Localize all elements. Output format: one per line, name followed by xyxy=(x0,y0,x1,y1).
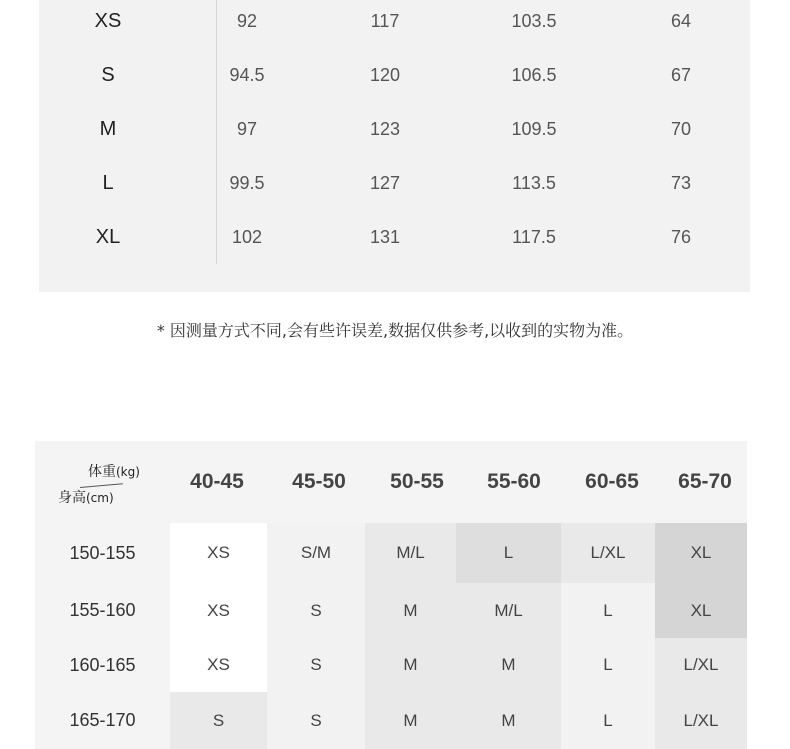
weight-unit: (kg) xyxy=(116,465,140,479)
weight-range-header: 45-50 xyxy=(292,470,346,493)
recommended-size-cell: S/M xyxy=(267,523,365,583)
measure-value: 120 xyxy=(369,65,401,85)
recommended-size-cell: XL xyxy=(655,523,747,583)
weight-range-header: 60-65 xyxy=(585,470,639,493)
measure-value: 131 xyxy=(369,227,401,247)
height-range-label: 160-165 xyxy=(35,638,170,692)
recommended-size-cell: L/XL xyxy=(561,523,655,583)
measure-value: 109.5 xyxy=(511,119,557,139)
measure-value: 94.5 xyxy=(229,65,265,85)
measure-value: 123 xyxy=(369,119,401,139)
recommended-size-cell: S xyxy=(170,692,267,749)
weight-axis-label xyxy=(88,461,140,481)
size-row-l xyxy=(39,162,750,216)
recommended-size-cell: XS xyxy=(170,583,267,638)
weight-range-header: 40-45 xyxy=(190,470,244,493)
recommended-size-cell: L xyxy=(561,692,655,749)
measure-value: 92 xyxy=(236,11,258,31)
weight-range-header: 55-60 xyxy=(487,470,541,493)
measurement-disclaimer: * 因测量方式不同,会有些许误差,数据仅供参考,以收到的实物为准。 xyxy=(156,321,634,340)
recommended-size-cell: L/XL xyxy=(655,638,747,692)
measure-value: 73 xyxy=(670,173,692,193)
recommended-size-cell: M/L xyxy=(456,583,561,638)
measure-value: 70 xyxy=(670,119,692,139)
recommended-size-cell: XL xyxy=(655,583,747,638)
size-label: M xyxy=(99,118,117,140)
size-row-m xyxy=(39,108,750,162)
height-unit: (cm) xyxy=(86,491,114,505)
recommended-size-cell: L xyxy=(456,523,561,583)
size-row-xs xyxy=(39,0,750,54)
recommended-size-cell: S xyxy=(267,583,365,638)
weight-range-header: 65-70 xyxy=(678,470,732,493)
size-chart-panel xyxy=(39,0,750,292)
recommended-size-cell: M xyxy=(456,638,561,692)
measure-value: 106.5 xyxy=(511,65,557,85)
recommended-size-cell: L/XL xyxy=(655,692,747,749)
size-label: XS xyxy=(94,10,122,32)
measure-value: 117.5 xyxy=(512,227,556,247)
measure-value: 113.5 xyxy=(512,173,556,193)
recommended-size-cell: M/L xyxy=(365,523,456,583)
height-range-label: 155-160 xyxy=(35,583,170,638)
size-label: S xyxy=(101,64,115,86)
measure-value: 64 xyxy=(670,11,692,31)
recommended-size-cell: M xyxy=(365,692,456,749)
measure-value: 99.5 xyxy=(229,173,265,193)
recommended-size-cell: M xyxy=(365,583,456,638)
weight-range-header: 50-55 xyxy=(390,470,444,493)
recommended-size-cell: L xyxy=(561,638,655,692)
recommended-size-cell: M xyxy=(365,638,456,692)
height-range-label: 165-170 xyxy=(35,692,170,749)
measure-value: 76 xyxy=(670,227,692,247)
measure-value: 103.5 xyxy=(511,11,557,31)
recommended-size-cell: S xyxy=(267,692,365,749)
height-label-text: 身高 xyxy=(58,490,86,506)
recommended-size-cell: M xyxy=(456,692,561,749)
size-row-s xyxy=(39,54,750,108)
measure-value: 127 xyxy=(369,173,401,193)
recommended-size-cell: S xyxy=(267,638,365,692)
weight-label-text: 体重 xyxy=(88,464,116,480)
recommended-size-cell: XS xyxy=(170,638,267,692)
measure-value: 67 xyxy=(670,65,692,85)
recommended-size-cell: XS xyxy=(170,523,267,583)
measure-value: 117 xyxy=(370,11,400,31)
size-row-xl xyxy=(39,216,750,270)
recommended-size-cell: L xyxy=(561,583,655,638)
size-label: XL xyxy=(95,226,121,248)
measure-value: 102 xyxy=(231,227,263,247)
height-range-label: 150-155 xyxy=(35,523,170,583)
height-axis-label xyxy=(58,487,114,507)
size-label: L xyxy=(102,172,114,194)
measure-value: 97 xyxy=(236,119,258,139)
